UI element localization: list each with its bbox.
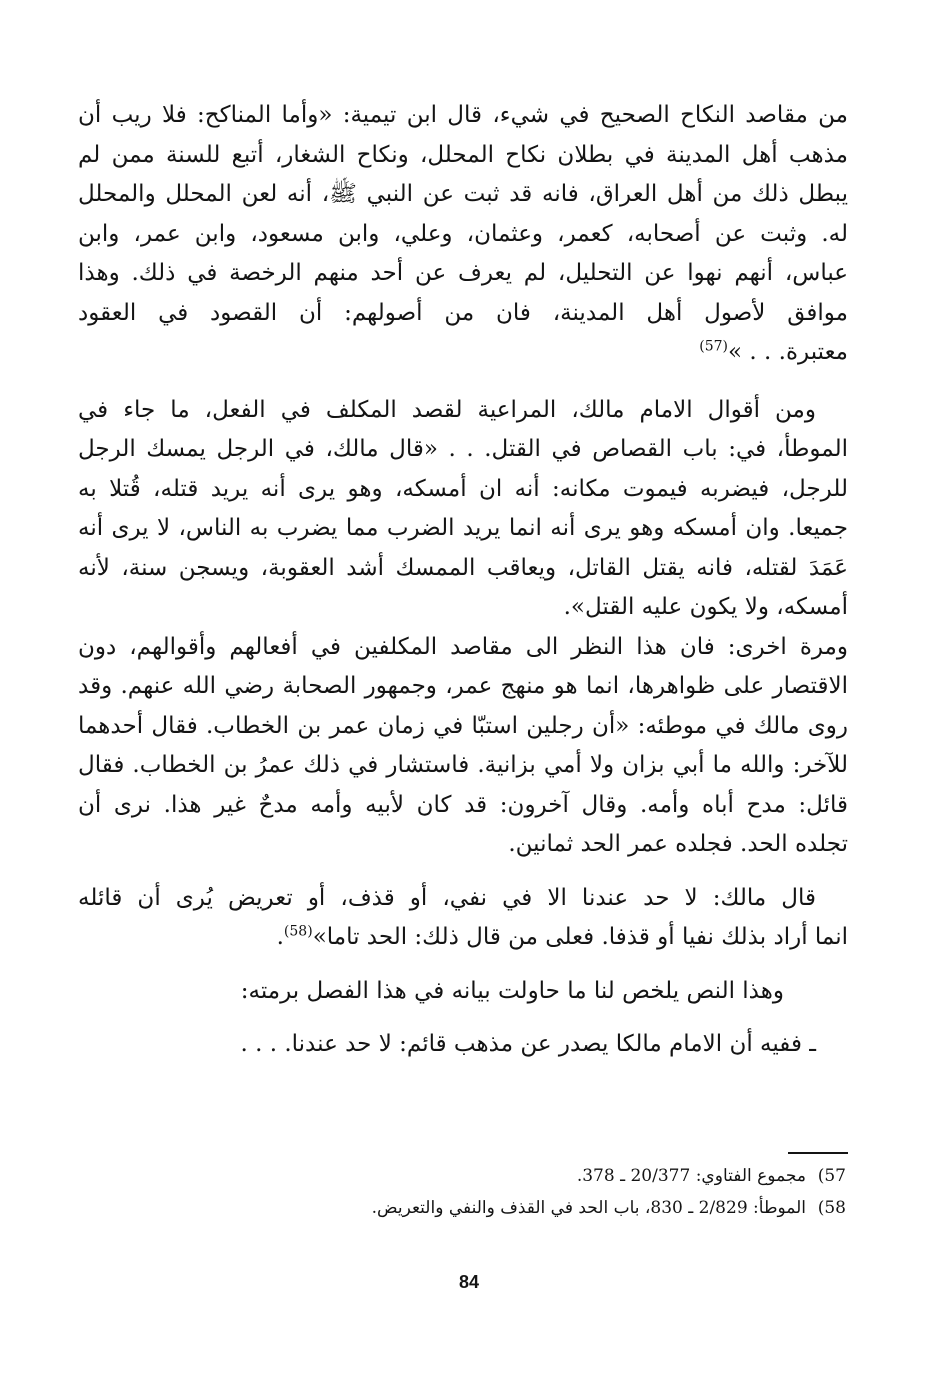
text-line-last: تجلده الحد. فجلده عمر الحد ثمانين.	[508, 831, 848, 857]
text-line: الاقتصار على ظواهرها، انما هو منهج عمر، وجمهور الصحابة رضي الله عنهم. وقد	[78, 673, 848, 699]
text-line: قال مالك: لا حد عندنا الا في نفي، أو قذف، أو تعريض يُرى أن قائله	[78, 884, 816, 911]
footnotes	[78, 1160, 846, 1224]
text-line: جميعا. وان أمسكه وهو يرى أنه انما يريد الضرب مما يضرب به الناس، لا يرى أنه	[78, 515, 848, 541]
paragraph-summary	[78, 972, 848, 1012]
page-body	[78, 96, 848, 1065]
footnote-separator	[788, 1152, 848, 1154]
text-line: قائل: مدح أباه وأمه. وقال آخرون: قد كان لأبيه وأمه مدحٌ غير هذا. نرى أن	[78, 791, 848, 818]
paragraph-malik-hadd	[78, 879, 848, 958]
text-line: يبطل ذلك من أهل العراق، فانه قد ثبت عن النبي ﷺ، أنه لعن المحلل والمحلل	[78, 181, 848, 207]
text-line: الموطأ، في: باب القصاص في القتل. . . «قال مالك، في الرجل يمسك الرجل	[78, 436, 848, 462]
footnote-number: 58)	[817, 1198, 846, 1218]
text-line: للرجل، فيضربه فيموت مكانه: أنه ان أمسكه، وهو يرى أنه يريد قتله، قُتلا به	[78, 475, 848, 502]
text-line-last: وهذا النص يلخص لنا ما حاولت بيانه في هذا الفصل برمته:	[240, 977, 784, 1004]
text-line-content: معتبرة. . . »	[728, 339, 848, 365]
paragraph-umar-method	[78, 628, 848, 865]
text-line: ومن أقوال الامام مالك، المراعية لقصد المكلف في الفعل، ما جاء في	[78, 396, 816, 423]
text-line-tail: .	[276, 924, 284, 950]
footnote-text: الموطأ: 2/829 ـ 830، باب الحد في القذف والنفي والتعريض.	[371, 1198, 806, 1218]
text-line-last	[78, 918, 848, 958]
text-line: موافق لأصول أهل المدينة، فان من أصولهم: أن القصود في العقود	[78, 299, 848, 326]
text-line: مذهب أهل المدينة في بطلان نكاح المحلل، ونكاح الشغار، أتبع للسنة ممن لم	[78, 141, 848, 168]
text-line: له. وثبت عن أصحابه، كعمر، وعثمان، وعلي، وابن مسعود، وابن عمر، وابن	[78, 220, 848, 247]
text-line: عَمَدَ لقتله، فانه يقتل القاتل، ويعاقب الممسك أشد العقوبة، ويسجن سنة، لأنه	[78, 554, 848, 581]
text-line-last	[78, 333, 848, 373]
footnote-number: 57)	[817, 1166, 846, 1186]
paragraph-malik-qisas	[78, 391, 848, 628]
footnote-ref-58: (58)	[283, 923, 313, 940]
footnote-text: مجموع الفتاوي: 20/377 ـ 378.	[576, 1166, 806, 1186]
text-line: للآخر: والله ما أبي بزان ولا أمي بزانية. فاستشار في ذلك عمرُ بن الخطاب. فقال	[78, 752, 848, 778]
text-line: عباس، أنهم نهوا عن التحليل، لم يعرف عن أحد منهم الرخصة في ذلك. وهذا	[78, 260, 848, 286]
paragraph-ibn-taymiyya-quote	[78, 96, 848, 373]
footnote-57	[78, 1160, 846, 1192]
page-number: 84	[458, 1272, 480, 1292]
text-line: من مقاصد النكاح الصحيح في شيء، قال ابن تيمية: «وأما المناكح: فلا ريب أن	[78, 102, 848, 128]
text-line: ومرة اخرى: فان هذا النظر الى مقاصد المكلفين في أفعالهم وأقوالهم، دون	[78, 633, 848, 660]
text-line-content: انما أراد بذلك نفيا أو قذفا. فعلى من قال ذلك: الحد تاما»	[312, 924, 848, 950]
footnote-58	[78, 1192, 846, 1224]
footnote-ref-57: (57)	[699, 338, 729, 355]
paragraph-first-point	[78, 1025, 848, 1065]
text-line-last: ـ ففيه أن الامام مالكا يصدر عن مذهب قائم: لا حد عندنا. . . .	[240, 1031, 816, 1057]
text-line-last: أمسكه، ولا يكون عليه القتل».	[563, 594, 848, 620]
text-line: روى مالك في موطئه: «أن رجلين استبّا في زمان عمر بن الخطاب. فقال أحدهما	[78, 712, 848, 739]
